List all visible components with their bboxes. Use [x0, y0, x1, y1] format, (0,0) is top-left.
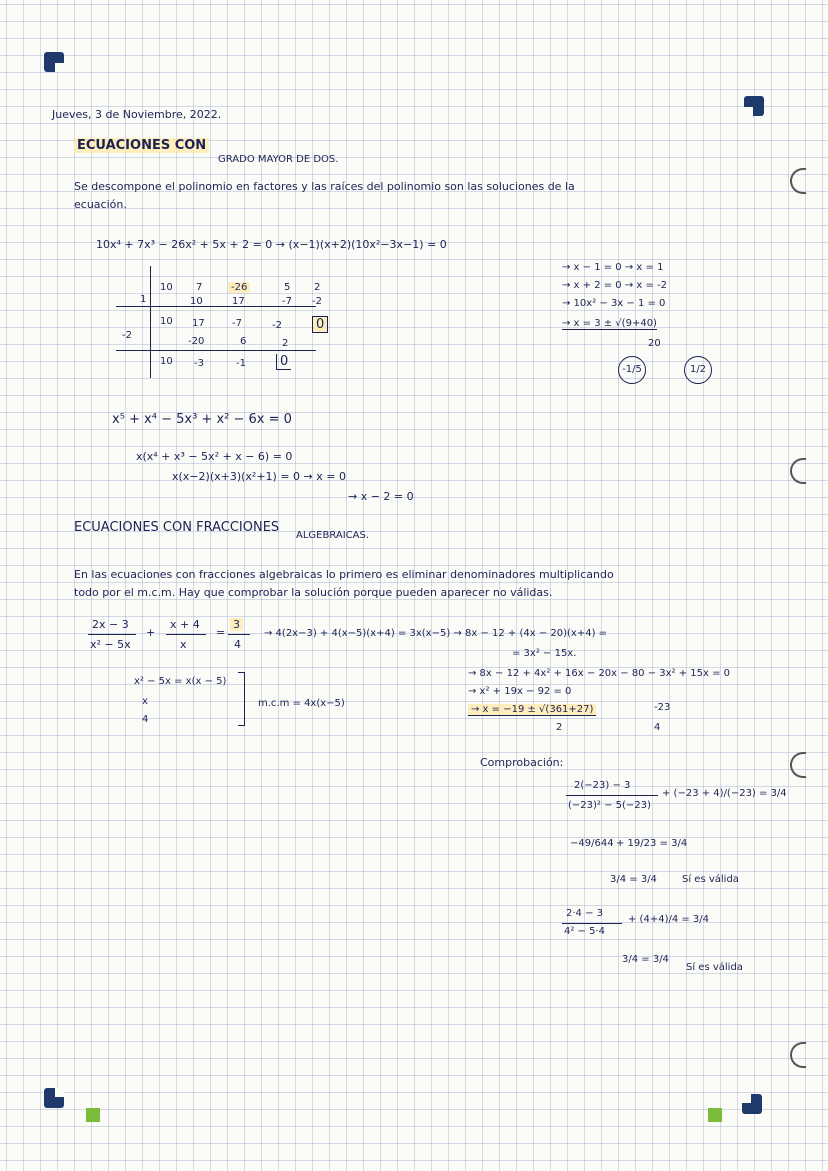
fraction-root-2: 4 — [654, 722, 661, 733]
example2-step-2: x(x−2)(x+3)(x²+1) = 0 → x = 0 — [172, 470, 346, 483]
ruffini-r5-c2: -3 — [194, 358, 204, 369]
check3-note: Sí es válida — [682, 874, 739, 885]
solution-line-3: → 10x² − 3x − 1 = 0 — [562, 298, 666, 309]
example2-step-1: x(x⁴ + x³ − 5x² + x − 6) = 0 — [136, 450, 293, 463]
fraction-step-6: 2 — [556, 722, 563, 733]
fraction-1-denominator: x² − 5x — [90, 638, 131, 651]
check5: 3/4 = 3/4 — [622, 954, 669, 965]
ruffini-r4-c3: 6 — [240, 336, 247, 347]
check1-numerator: 2(−23) − 3 — [574, 780, 631, 791]
section2-title-b: ALGEBRAICAS. — [296, 530, 370, 541]
corner-tab-bottom-right — [742, 1094, 762, 1114]
ruffini-r1-c1: 10 — [160, 282, 173, 293]
binder-hole — [790, 752, 806, 778]
page-date: Jueves, 3 de Noviembre, 2022. — [52, 108, 222, 121]
plus-sign: + — [146, 626, 156, 639]
mcm-line-1: x² − 5x = x(x − 5) — [134, 676, 227, 687]
fraction-step-3: → 8x − 12 + 4x² + 16x − 20x − 80 − 3x² + 15x = 0 — [468, 668, 731, 679]
green-marker-left — [86, 1108, 100, 1122]
ruffini-r5-c1: 10 — [160, 356, 173, 367]
fraction-1-numerator: 2x − 3 — [92, 618, 129, 631]
mcm-result: m.c.m = 4x(x−5) — [258, 698, 345, 709]
ruffini-r5-c3: -1 — [236, 358, 246, 369]
ruffini-r2-c5: -2 — [312, 296, 322, 307]
ruffini-divisor-2: -2 — [122, 330, 132, 341]
solution-line-5: 20 — [648, 338, 661, 349]
section1-intro-line1: Se descompone el polinomio en factores y las raíces del polinomio son las soluciones de la — [74, 180, 575, 193]
binder-hole — [790, 458, 806, 484]
ruffini-remainder-2: 0 — [276, 354, 291, 370]
section1-intro-line2: ecuación. — [74, 198, 127, 211]
check1-rest: + (−23 + 4)/(−23) = 3/4 — [662, 788, 787, 799]
section2-intro-line2: todo por el m.c.m. Hay que comprobar la solución porque pueden aparecer no válidas. — [74, 586, 553, 599]
fraction-2-numerator: x + 4 — [170, 618, 200, 631]
check3: 3/4 = 3/4 — [610, 874, 657, 885]
fraction-3-numerator: 3 — [230, 618, 243, 631]
ruffini-r4-c4: 2 — [282, 338, 289, 349]
ruffini-r1-c2: 7 — [196, 282, 203, 293]
example2-step-3: → x − 2 = 0 — [348, 490, 414, 503]
check4-denominator: 4² − 5·4 — [564, 926, 606, 937]
ruffini-r3-c4: -2 — [272, 320, 282, 331]
binder-hole — [790, 168, 806, 194]
fraction-3-denominator: 4 — [234, 638, 241, 651]
ruffini-r1-c5: 2 — [314, 282, 321, 293]
binder-hole — [790, 1042, 806, 1068]
example2-equation: x⁵ + x⁴ − 5x³ + x² − 6x = 0 — [112, 412, 292, 427]
ruffini-r3-c3: -7 — [232, 318, 242, 329]
corner-tab-bottom-left — [44, 1088, 64, 1108]
section2-title-a: ECUACIONES CON FRACCIONES — [74, 520, 280, 535]
solution-line-2: → x + 2 = 0 → x = -2 — [562, 280, 668, 291]
check2-b: + 19/23 = 3/4 — [616, 838, 688, 849]
section2-intro-line1: En las ecuaciones con fracciones algebraicas lo primero es eliminar denominadores multiplicando — [74, 568, 614, 581]
section1-title-b: GRADO MAYOR DE DOS. — [218, 154, 339, 165]
check4-rest: + (4+4)/4 = 3/4 — [628, 914, 710, 925]
corner-tab-top-right — [744, 96, 764, 116]
ruffini-r1-c4: 5 — [284, 282, 291, 293]
fraction-step-1: → 4(2x−3) + 4(x−5)(x+4) = 3x(x−5) → 8x − 12 + (4x − 20)(x+4) = — [264, 628, 608, 639]
equals-sign: = — [216, 626, 226, 639]
ruffini-r3-c1: 10 — [160, 316, 173, 327]
check-title: Comprobación: — [480, 756, 564, 769]
ruffini-r4-c2: -20 — [188, 336, 205, 347]
fraction-step-5: → x = −19 ± √(361+27) — [468, 704, 596, 716]
mcm-line-2: x — [142, 696, 148, 707]
fraction-step-4: → x² + 19x − 92 = 0 — [468, 686, 572, 697]
solution-line-4: → x = 3 ± √(9+40) — [562, 318, 657, 329]
ruffini-remainder-1: 0 — [312, 316, 328, 333]
check2-a: −49/644 — [570, 838, 614, 849]
root-circled-a: -1/5 — [618, 356, 646, 384]
corner-tab-top-left — [44, 52, 64, 72]
root-circled-b: 1/2 — [684, 356, 712, 384]
mcm-line-3: 4 — [142, 714, 149, 725]
fraction-root-1: -23 — [654, 702, 671, 713]
ruffini-r1-c3: -26 — [228, 282, 250, 293]
ruffini-r2-c3: 17 — [232, 296, 245, 307]
section1-title-a: ECUACIONES CON — [74, 138, 209, 153]
ruffini-r2-c2: 10 — [190, 296, 203, 307]
ruffini-r2-c4: -7 — [282, 296, 292, 307]
check4-numerator: 2·4 − 3 — [566, 908, 604, 919]
fraction-2-denominator: x — [180, 638, 187, 651]
ruffini-divisor-1: 1 — [140, 294, 147, 305]
fraction-step-2: = 3x² − 15x. — [512, 648, 577, 659]
ruffini-r3-c2: 17 — [192, 318, 205, 329]
example1-equation: 10x⁴ + 7x³ − 26x² + 5x + 2 = 0 → (x−1)(x+2)(10x²−3x−1) = 0 — [96, 238, 447, 251]
check1-denominator: (−23)² − 5(−23) — [568, 800, 651, 811]
check5-note: Sí es válida — [686, 962, 743, 973]
solution-line-1: → x − 1 = 0 → x = 1 — [562, 262, 664, 273]
green-marker-right — [708, 1108, 722, 1122]
